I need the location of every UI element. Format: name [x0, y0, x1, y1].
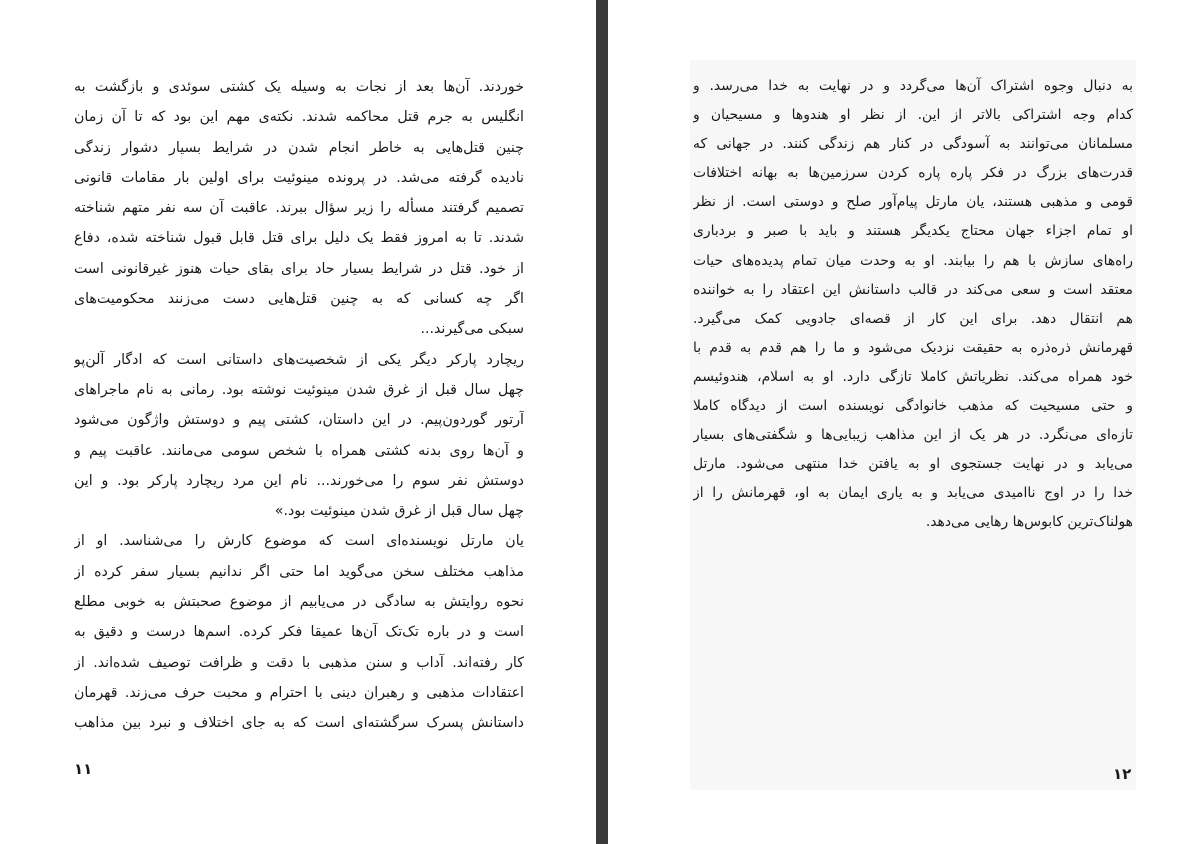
- right-page-number: ۱۲: [1113, 765, 1132, 783]
- text-line: نحوه روایتش به سادگی در می‌یابیم از موضوع صحبتش به خوبی مطلع: [74, 594, 524, 611]
- text-line: می‌یابد و در نهایت جستجوی او به یافتن خدا منتهی می‌شود. مارتل: [693, 456, 1133, 473]
- text-line: آرتور گوردون‌پیم. در این داستان، کشتی پیم و دوستش واژگون می‌شود: [74, 412, 524, 429]
- text-line: داستانش پسرک سرگشته‌ای است که به جای اختلاف و نبرد بین مذاهب: [74, 715, 524, 732]
- text-line: هم انتقال دهد. برای این کار از قصه‌ای جادویی کمک می‌گیرد.: [693, 310, 1133, 327]
- text-line: هولناک‌ترین کابوس‌ها رهایی می‌دهد.: [925, 514, 1133, 531]
- text-line: و آن‌ها روی بدنه کشتی همراه با شخص سومی می‌مانند. عاقبت پیم و: [74, 442, 524, 459]
- text-line: ریچارد پارکر دیگر یکی از شخصیت‌های داستانی است که ادگار آلن‌پو: [74, 351, 524, 368]
- text-line: شدند. تا به امروز فقط یک دلیل برای قتل قابل قبول شناخته شده، دفاع: [74, 230, 524, 247]
- text-line: کار رفته‌اند. آداب و سنن مذهبی با دقت و ظرافت توصیف شده‌اند. از: [74, 654, 524, 671]
- book-gutter: [596, 0, 608, 844]
- text-line: نادیده گرفته می‌شد. در پرونده مینوئیت برای اولین بار مقامات قانونی: [74, 169, 524, 186]
- text-line: دوستش نفر سوم را می‌خورند... نام این مرد ریچارد پارکر بود. و این: [74, 472, 524, 489]
- text-line: از خود. قتل در شرایط بسیار حاد برای بقای حیات هنوز غیرقانونی است: [74, 260, 524, 277]
- text-line: او تمام اجزاء جهان محتاج یکدیگر هستند و باید با صبر و بردباری: [693, 223, 1133, 240]
- text-line: سبکی می‌گیرند...: [420, 321, 524, 338]
- text-line: چنین قتل‌هایی به خاطر انجام شدن در شرایط بسیار دشوار زندگی: [74, 139, 524, 156]
- text-line: است و در باره تک‌تک آن‌ها عمیقا فکر کرده. اسم‌ها درست و دقیق به: [74, 624, 524, 641]
- text-line: مذاهب مختلف سخن می‌گوید اما حتی اگر ندانیم بسیار سفر کرده از: [74, 563, 524, 580]
- right-page-text: [693, 72, 1133, 538]
- text-line: به دنبال وجوه اشتراک آن‌ها می‌گردد و در نهایت به خدا می‌رسد. و: [693, 78, 1133, 94]
- text-line: خوردند. آن‌ها بعد از نجات به وسیله یک کشتی سوئدی و بازگشت به: [74, 79, 524, 95]
- text-line: تصمیم گرفتند مسأله را زیر سؤال ببرند. عاقبت آن سه نفر متهم شناخته: [74, 200, 524, 217]
- left-page-text: [74, 72, 524, 739]
- text-line: یان مارتل نویسنده‌ای است که موضوع کارش را می‌شناسد. او از: [74, 533, 524, 550]
- text-line: اگر چه کسانی که به چنین قتل‌هایی دست می‌زنند محکومیت‌های: [74, 291, 524, 308]
- text-line: و حتی مسیحیت که مذهب خانوادگی نویسنده است از دیدگاه کاملا: [693, 398, 1133, 415]
- text-line: چهل سال قبل از غرق شدن مینوئیت نوشته بود. رمانی به نام ماجراهای: [74, 381, 524, 398]
- text-line: مسلمانان می‌توانند به آسودگی در کنار هم زندگی کنند. در جهانی که: [693, 136, 1133, 153]
- text-line: قومی و مذهبی هستند، یان مارتل پیام‌آور صلح و دوستی است. از نظر: [693, 194, 1133, 211]
- text-line: انگلیس به جرم قتل محاکمه شدند. نکته‌ی مهم این بود که تا آن زمان: [74, 109, 524, 126]
- text-line: معتقد است و سعی می‌کند در قالب داستانش این اعتقاد را به خواننده: [693, 281, 1133, 298]
- text-line: راه‌های سازش با هم را بیابند. او به وحدت میان تمام پدیده‌های حیات: [693, 252, 1133, 269]
- text-line: قهرمانش ذره‌ذره به حقیقت نزدیک می‌شود و ما را هم قدم به قدم با: [693, 339, 1133, 356]
- text-line: کدام وجه اشتراکی بالاتر از این. از نظر او هندوها و مسیحیان و: [693, 107, 1133, 124]
- text-line: چهل سال قبل از غرق شدن مینوئیت بود.»: [274, 503, 524, 520]
- left-page-number: ۱۱: [74, 760, 93, 778]
- text-line: خدا را در اوج ناامیدی می‌یابد و به یاری ایمان به او، قهرمانش را از: [693, 485, 1133, 502]
- text-line: خود همراه می‌کند. نظریاتش کاملا تازگی دارد. او به اسلام، هندوئیسم: [693, 368, 1133, 385]
- text-line: قدرت‌های بزرگ در فکر پاره پاره کردن سرزمین‌ها به بهانه اختلافات: [693, 165, 1133, 182]
- text-line: اعتقادات مذهبی و رهبران دینی با احترام و محبت حرف می‌زند. قهرمان: [74, 684, 524, 701]
- text-line: تازه‌ای می‌نگرد. در هر یک از این مذاهب زیبایی‌ها و شگفتی‌های بسیار: [693, 427, 1133, 444]
